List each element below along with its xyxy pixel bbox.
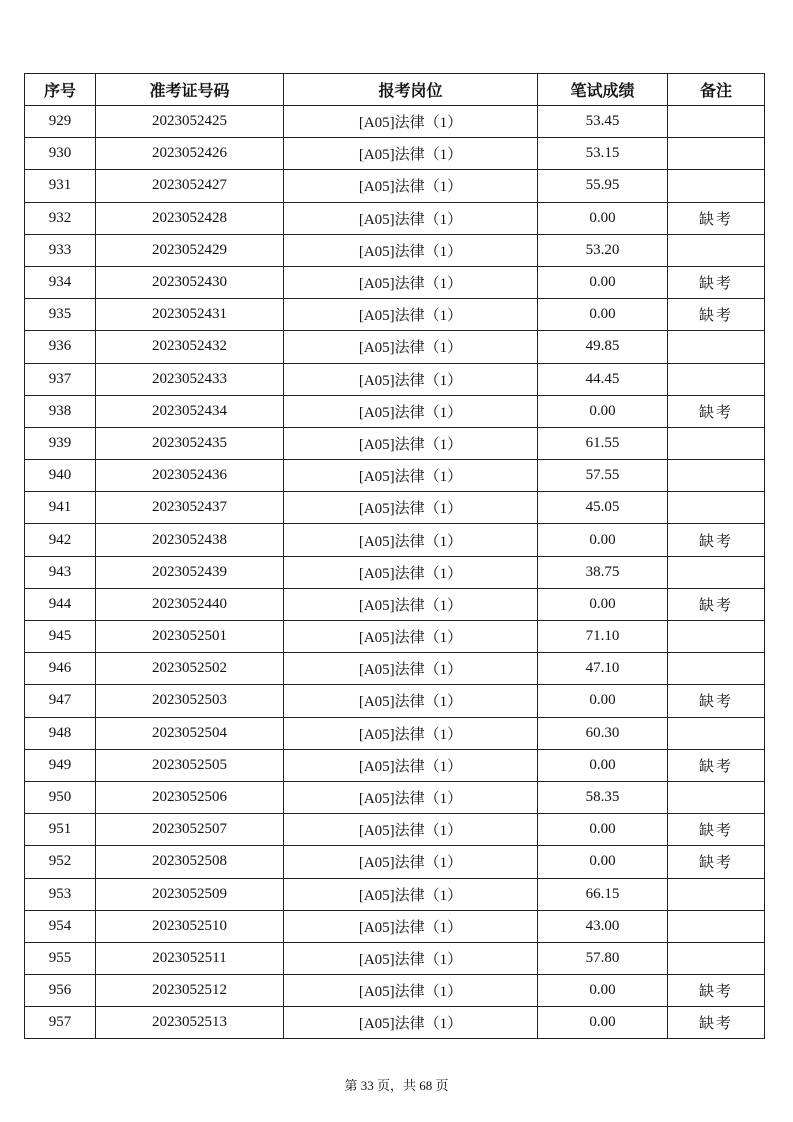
table-row	[25, 492, 765, 524]
cell-remark: 缺考	[668, 588, 765, 620]
cell-written-score: 53.20	[538, 234, 668, 266]
cell-index: 943	[25, 556, 96, 588]
cell-written-score: 0.00	[538, 395, 668, 427]
table-row	[25, 717, 765, 749]
table-row	[25, 588, 765, 620]
cell-written-score: 47.10	[538, 653, 668, 685]
cell-index: 953	[25, 878, 96, 910]
cell-index: 957	[25, 1007, 96, 1039]
cell-ticket-number: 2023052511	[96, 942, 284, 974]
cell-written-score: 53.15	[538, 138, 668, 170]
cell-ticket-number: 2023052440	[96, 588, 284, 620]
cell-ticket-number: 2023052425	[96, 106, 284, 138]
cell-index: 930	[25, 138, 96, 170]
cell-ticket-number: 2023052427	[96, 170, 284, 202]
cell-index: 945	[25, 621, 96, 653]
cell-position: [A05]法律（1）	[284, 910, 538, 942]
cell-position: [A05]法律（1）	[284, 685, 538, 717]
cell-position: [A05]法律（1）	[284, 331, 538, 363]
cell-written-score: 38.75	[538, 556, 668, 588]
cell-remark: 缺考	[668, 1007, 765, 1039]
cell-written-score: 0.00	[538, 749, 668, 781]
cell-remark	[668, 106, 765, 138]
cell-ticket-number: 2023052513	[96, 1007, 284, 1039]
header-remark: 备注	[668, 74, 765, 106]
cell-remark: 缺考	[668, 975, 765, 1007]
cell-remark	[668, 427, 765, 459]
cell-position: [A05]法律（1）	[284, 717, 538, 749]
cell-position: [A05]法律（1）	[284, 266, 538, 298]
header-index: 序号	[25, 74, 96, 106]
cell-ticket-number: 2023052439	[96, 556, 284, 588]
table-row	[25, 781, 765, 813]
cell-position: [A05]法律（1）	[284, 588, 538, 620]
cell-position: [A05]法律（1）	[284, 524, 538, 556]
cell-ticket-number: 2023052510	[96, 910, 284, 942]
cell-ticket-number: 2023052433	[96, 363, 284, 395]
table-row	[25, 138, 765, 170]
cell-position: [A05]法律（1）	[284, 814, 538, 846]
cell-remark: 缺考	[668, 395, 765, 427]
cell-remark: 缺考	[668, 846, 765, 878]
cell-index: 936	[25, 331, 96, 363]
table-body	[25, 106, 765, 1039]
header-position: 报考岗位	[284, 74, 538, 106]
table-row	[25, 942, 765, 974]
cell-remark: 缺考	[668, 685, 765, 717]
cell-position: [A05]法律（1）	[284, 942, 538, 974]
cell-ticket-number: 2023052431	[96, 299, 284, 331]
cell-remark	[668, 942, 765, 974]
cell-index: 951	[25, 814, 96, 846]
cell-ticket-number: 2023052426	[96, 138, 284, 170]
cell-written-score: 0.00	[538, 685, 668, 717]
cell-ticket-number: 2023052507	[96, 814, 284, 846]
cell-remark	[668, 556, 765, 588]
cell-ticket-number: 2023052430	[96, 266, 284, 298]
cell-ticket-number: 2023052432	[96, 331, 284, 363]
cell-written-score: 61.55	[538, 427, 668, 459]
cell-index: 929	[25, 106, 96, 138]
table-row	[25, 202, 765, 234]
cell-position: [A05]法律（1）	[284, 556, 538, 588]
cell-index: 956	[25, 975, 96, 1007]
cell-ticket-number: 2023052508	[96, 846, 284, 878]
cell-position: [A05]法律（1）	[284, 878, 538, 910]
cell-index: 935	[25, 299, 96, 331]
cell-remark	[668, 781, 765, 813]
cell-remark: 缺考	[668, 814, 765, 846]
cell-position: [A05]法律（1）	[284, 395, 538, 427]
cell-index: 950	[25, 781, 96, 813]
cell-ticket-number: 2023052429	[96, 234, 284, 266]
cell-index: 946	[25, 653, 96, 685]
table-row	[25, 460, 765, 492]
table-row	[25, 363, 765, 395]
cell-ticket-number: 2023052438	[96, 524, 284, 556]
cell-remark: 缺考	[668, 266, 765, 298]
cell-remark	[668, 170, 765, 202]
cell-remark	[668, 460, 765, 492]
table-row	[25, 170, 765, 202]
cell-remark	[668, 363, 765, 395]
cell-remark	[668, 492, 765, 524]
cell-index: 941	[25, 492, 96, 524]
header-ticket-number: 准考证号码	[96, 74, 284, 106]
cell-index: 934	[25, 266, 96, 298]
table-row	[25, 846, 765, 878]
cell-ticket-number: 2023052502	[96, 653, 284, 685]
cell-position: [A05]法律（1）	[284, 460, 538, 492]
table-row	[25, 878, 765, 910]
cell-remark	[668, 621, 765, 653]
cell-position: [A05]法律（1）	[284, 1007, 538, 1039]
cell-written-score: 58.35	[538, 781, 668, 813]
table-row	[25, 427, 765, 459]
cell-position: [A05]法律（1）	[284, 749, 538, 781]
cell-remark	[668, 717, 765, 749]
cell-remark: 缺考	[668, 749, 765, 781]
cell-remark	[668, 653, 765, 685]
table-row	[25, 556, 765, 588]
cell-position: [A05]法律（1）	[284, 781, 538, 813]
cell-index: 940	[25, 460, 96, 492]
table-row	[25, 331, 765, 363]
cell-index: 939	[25, 427, 96, 459]
table-row	[25, 621, 765, 653]
cell-position: [A05]法律（1）	[284, 138, 538, 170]
table-header-row	[25, 74, 765, 106]
table-row	[25, 234, 765, 266]
cell-written-score: 0.00	[538, 975, 668, 1007]
cell-position: [A05]法律（1）	[284, 202, 538, 234]
cell-written-score: 44.45	[538, 363, 668, 395]
cell-position: [A05]法律（1）	[284, 975, 538, 1007]
table-row	[25, 749, 765, 781]
cell-index: 933	[25, 234, 96, 266]
cell-position: [A05]法律（1）	[284, 299, 538, 331]
table-row	[25, 106, 765, 138]
cell-ticket-number: 2023052504	[96, 717, 284, 749]
cell-remark: 缺考	[668, 299, 765, 331]
cell-index: 944	[25, 588, 96, 620]
cell-written-score: 0.00	[538, 266, 668, 298]
cell-ticket-number: 2023052428	[96, 202, 284, 234]
cell-remark	[668, 331, 765, 363]
table-row	[25, 266, 765, 298]
table-row	[25, 653, 765, 685]
cell-position: [A05]法律（1）	[284, 653, 538, 685]
cell-remark	[668, 234, 765, 266]
cell-ticket-number: 2023052501	[96, 621, 284, 653]
cell-index: 948	[25, 717, 96, 749]
cell-ticket-number: 2023052436	[96, 460, 284, 492]
cell-ticket-number: 2023052505	[96, 749, 284, 781]
cell-position: [A05]法律（1）	[284, 234, 538, 266]
table-row	[25, 685, 765, 717]
cell-written-score: 53.45	[538, 106, 668, 138]
table-row	[25, 524, 765, 556]
cell-position: [A05]法律（1）	[284, 106, 538, 138]
cell-written-score: 0.00	[538, 814, 668, 846]
cell-index: 949	[25, 749, 96, 781]
cell-index: 952	[25, 846, 96, 878]
cell-position: [A05]法律（1）	[284, 363, 538, 395]
cell-position: [A05]法律（1）	[284, 170, 538, 202]
cell-position: [A05]法律（1）	[284, 492, 538, 524]
table-row	[25, 814, 765, 846]
cell-written-score: 60.30	[538, 717, 668, 749]
cell-ticket-number: 2023052435	[96, 427, 284, 459]
cell-ticket-number: 2023052434	[96, 395, 284, 427]
cell-index: 947	[25, 685, 96, 717]
table-row	[25, 975, 765, 1007]
cell-written-score: 0.00	[538, 1007, 668, 1039]
cell-remark: 缺考	[668, 524, 765, 556]
cell-remark: 缺考	[668, 202, 765, 234]
cell-written-score: 66.15	[538, 878, 668, 910]
cell-ticket-number: 2023052512	[96, 975, 284, 1007]
cell-written-score: 55.95	[538, 170, 668, 202]
table-row	[25, 395, 765, 427]
cell-remark	[668, 878, 765, 910]
cell-ticket-number: 2023052509	[96, 878, 284, 910]
cell-index: 932	[25, 202, 96, 234]
cell-position: [A05]法律（1）	[284, 621, 538, 653]
cell-index: 955	[25, 942, 96, 974]
header-written-score: 笔试成绩	[538, 74, 668, 106]
cell-index: 931	[25, 170, 96, 202]
cell-ticket-number: 2023052503	[96, 685, 284, 717]
cell-written-score: 45.05	[538, 492, 668, 524]
cell-remark	[668, 138, 765, 170]
cell-written-score: 0.00	[538, 202, 668, 234]
cell-written-score: 71.10	[538, 621, 668, 653]
cell-index: 937	[25, 363, 96, 395]
cell-written-score: 0.00	[538, 524, 668, 556]
cell-position: [A05]法律（1）	[284, 846, 538, 878]
cell-index: 954	[25, 910, 96, 942]
cell-written-score: 43.00	[538, 910, 668, 942]
cell-index: 938	[25, 395, 96, 427]
cell-index: 942	[25, 524, 96, 556]
table-row	[25, 1007, 765, 1039]
score-table	[24, 73, 765, 1039]
cell-written-score: 57.55	[538, 460, 668, 492]
cell-written-score: 0.00	[538, 299, 668, 331]
cell-written-score: 0.00	[538, 588, 668, 620]
cell-written-score: 57.80	[538, 942, 668, 974]
cell-remark	[668, 910, 765, 942]
cell-position: [A05]法律（1）	[284, 427, 538, 459]
cell-written-score: 49.85	[538, 331, 668, 363]
cell-ticket-number: 2023052437	[96, 492, 284, 524]
table-row	[25, 299, 765, 331]
table-row	[25, 910, 765, 942]
cell-written-score: 0.00	[538, 846, 668, 878]
page-footer: 第 33 页，共 68 页	[344, 1078, 449, 1093]
cell-ticket-number: 2023052506	[96, 781, 284, 813]
